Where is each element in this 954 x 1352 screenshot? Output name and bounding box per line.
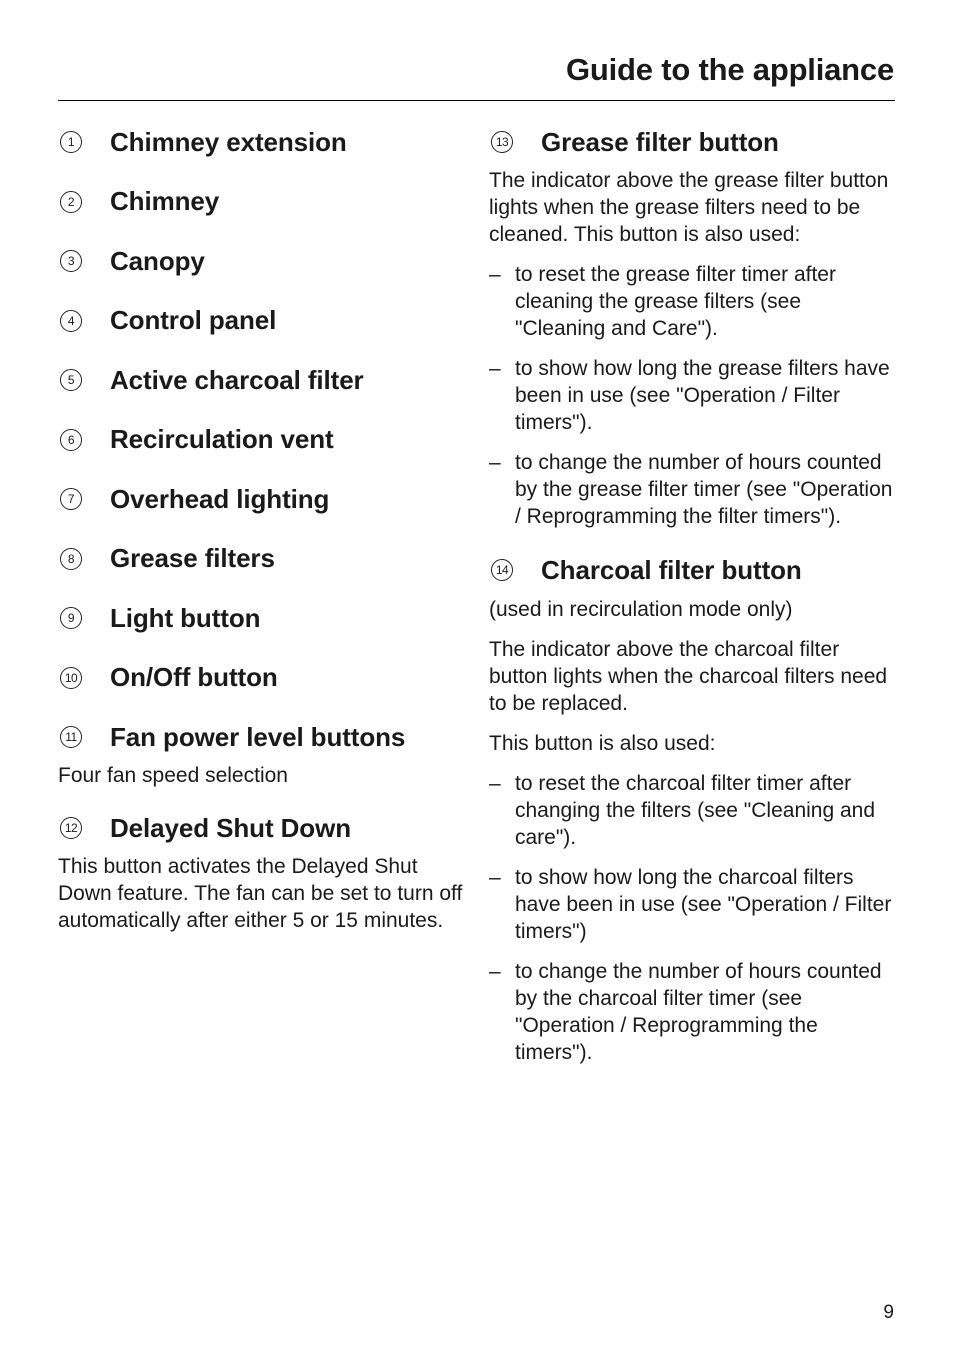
left-column <box>58 124 466 934</box>
list-item <box>58 184 466 244</box>
list-item: – to reset the grease filter timer after cleaning the grease filters (see "Cleaning and Care"). <box>489 261 897 342</box>
item-number: 3 <box>60 250 82 272</box>
list-item <box>58 719 466 789</box>
section-grease-filter-button <box>489 124 897 530</box>
item-number: 7 <box>60 488 82 510</box>
item-number: 5 <box>60 369 82 391</box>
list-item <box>58 362 466 422</box>
item-label: Light button <box>110 602 261 633</box>
item-label: Control panel <box>110 305 277 335</box>
section-heading: Grease filter button <box>541 126 779 157</box>
list-item: – to reset the charcoal filter timer after changing the filters (see "Cleaning and care"). <box>489 770 897 851</box>
item-number: 10 <box>60 667 82 689</box>
list-item <box>58 422 466 482</box>
item-number: 9 <box>60 607 82 629</box>
list-item <box>58 303 466 363</box>
fan-description: Four fan speed selection <box>58 764 288 787</box>
list-item: – to show how long the charcoal filters have been in use (see "Operation / Filter timers") <box>489 864 897 945</box>
item-label: Chimney extension <box>110 126 347 157</box>
page-title: Guide to the appliance <box>565 52 894 87</box>
item-label: On/Off button <box>110 662 278 692</box>
list-item <box>58 541 466 601</box>
section-heading: Charcoal filter button <box>541 554 802 585</box>
list-item <box>58 660 466 720</box>
item-number: 4 <box>60 310 82 332</box>
item-label: Canopy <box>110 245 205 276</box>
item-number: 12 <box>60 817 82 839</box>
item-number: 1 <box>60 131 82 153</box>
section-delayed-shut-down <box>58 810 466 934</box>
list-item <box>58 481 466 541</box>
item-number: 13 <box>491 131 513 153</box>
section-text: This button activates the Delayed Shut Down feature. The fan can be set to turn off automatically after either 5 or 15 minutes. <box>58 855 463 932</box>
list-item <box>58 243 466 303</box>
list-item <box>58 124 466 184</box>
section-text: The indicator above the charcoal filter button lights when the charcoal filters need to be replaced. <box>489 638 888 715</box>
right-column <box>489 124 897 1066</box>
list-item: – to change the number of hours counted by the charcoal filter timer (see "Operation / Reprogramming the timers"). <box>489 958 897 1066</box>
list-item <box>58 600 466 660</box>
list-item: – to change the number of hours counted by the grease filter timer (see "Operation / Reprogramming the filter timers"). <box>489 449 897 530</box>
page-number: 9 <box>883 1302 894 1323</box>
item-label: Fan power level buttons <box>110 721 406 752</box>
item-number: 8 <box>60 548 82 570</box>
section-charcoal-filter-button <box>489 552 897 1066</box>
section-heading: Delayed Shut Down <box>110 812 351 843</box>
bullet-list <box>489 770 897 1066</box>
section-text: The indicator above the grease filter button lights when the grease filters need to be cleaned. This button is also used: <box>489 169 889 246</box>
item-number: 14 <box>491 559 513 581</box>
item-number: 2 <box>60 191 82 213</box>
section-note: (used in recirculation mode only) <box>489 598 793 621</box>
item-label: Chimney <box>110 186 220 216</box>
item-label: Overhead lighting <box>110 483 330 514</box>
item-label: Grease filters <box>110 543 275 573</box>
item-number: 11 <box>60 726 82 748</box>
item-label: Recirculation vent <box>110 424 334 454</box>
item-label: Active charcoal filter <box>110 364 364 395</box>
header-rule <box>58 100 895 101</box>
section-text: This button is also used: <box>489 732 716 755</box>
item-number: 6 <box>60 429 82 451</box>
bullet-list <box>489 261 897 530</box>
list-item: – to show how long the grease filters have been in use (see "Operation / Filter timers"). <box>489 355 897 436</box>
